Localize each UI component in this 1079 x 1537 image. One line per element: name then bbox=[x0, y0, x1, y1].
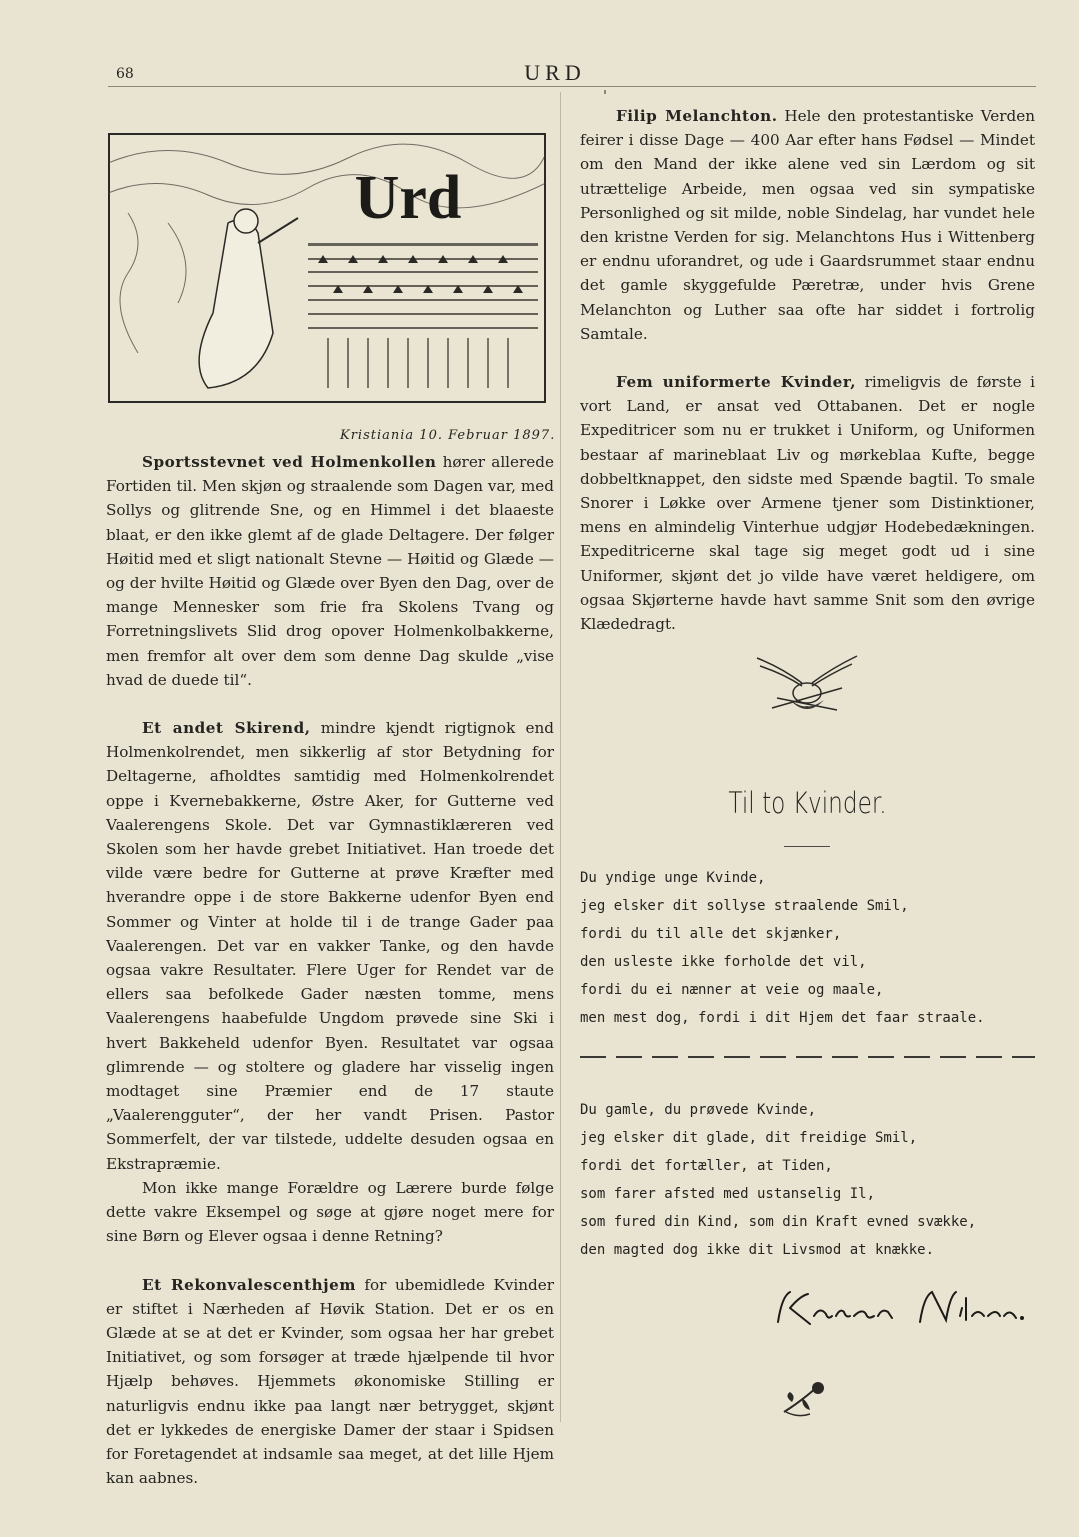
poem-stanza-2 bbox=[580, 1096, 1035, 1264]
article-body: Hele den protestantiske Verden feirer i disse Dage — 400 Aar efter hans Fødsel — Mindet om den Mand der ikke alene ved sin Lærdom og sit utrættelige Arbeide, men ogsaa ved sin sympatiske Personlighed og sit milde, noble Sindelag, har vundet hele den kristne Verden for sig. Melanchtons Hus i Wittenberg er endnu uforandret, og ude i Gaardsrummet staar endnu det gamle skyggefulde Pæretræ, under hvis Grene Melanchton og Luther saa ofte har siddet i fortrolig Samtale. bbox=[580, 107, 1035, 343]
signature bbox=[770, 1286, 1030, 1336]
illustration-caption: Kristiania 10. Februar 1897. bbox=[340, 428, 556, 443]
page-number: 68 bbox=[116, 66, 134, 82]
poem-line: fordi du ei nænner at veie og maale, bbox=[580, 982, 884, 998]
poem-line: Du yndige unge Kvinde, bbox=[580, 870, 766, 886]
poem-line: men mest dog, fordi i dit Hjem det faar straale. bbox=[580, 1010, 985, 1026]
article-rekonvalescenthjem bbox=[106, 1273, 554, 1491]
header-rule bbox=[108, 86, 1036, 87]
ornament-vignette bbox=[752, 648, 862, 720]
article-lead: Filip Melanchton. bbox=[616, 107, 778, 125]
article-uniformerte-kvinder bbox=[580, 370, 1035, 636]
article-body: mindre kjendt rigtignok end Holmenkolrendet, men sikkerlig af stor Betydning for Deltagerne, afholdtes samtidig med Holmenkolrendet oppe i Kvernebakkerne, Østre Aker, for Gutterne ved Vaalerengens Skole. Det var Gymnastiklæreren ved Skolen som her havde grebet Initiativet. Han troede det vilde være bedre for Gutterne at prøve Kræfter med hverandre oppe i de store Bakkerne udenfor Byen end Sommer og Vinter at holde til i de trange Gader paa Vaalerengen. Det var en vakker Tanke, og den havde ogsaa vakre Resultater. Flere Uger for Rendet var de ellers saa befolkede Gader næsten tomme, mens Vaalerengens haabefulde Ungdom prøvede sine Ski i hvert Bakkeheld udenfor Byen. Resultatet var ogsaa glimrende — og stoltere og gladere har visselig ingen modtaget sine Præmier end de 17 staute „Vaalerengguter“, der her vandt Prisen. Pastor Sommerfelt, der var tilstede, uddelte desuden ogsaa en Ekstrapræmie. bbox=[106, 719, 554, 1173]
left-column bbox=[106, 450, 554, 1514]
rose-ornament bbox=[780, 1378, 834, 1418]
poem-stanza-1 bbox=[580, 864, 1035, 1032]
article-body: hører allerede Fortiden til. Men skjøn og straalende som Dagen var, med Sollys og glitrende Sne, og en Himmel i det blaaeste blaat, er den ikke glemt af de glade Deltagere. Der følger Høitid med et sligt nationalt Stevne — Høitid og Glæde — og der hvilte Høitid og Glæde over Byen den Dag, over de mange Mennesker som frie fra Skolens Tvang og Forretningslivets Slid drog opover Holmenkolbakkerne, men fremfor alt over dem som denne Dag skulde „vise hvad de duede til“. bbox=[106, 453, 554, 689]
stanza-divider bbox=[580, 1056, 1035, 1058]
margin-mark bbox=[604, 90, 606, 94]
article-body: rimeligvis de første i vort Land, er ansat ved Ottabanen. Det er nogle Expeditricer som nu er trukket i Uniform, og Uniformen bestaar af marineblaat Liv og mørkeblaa Kufte, begge dobbeltknappet, den sidste med Spænde bagtil. To smale Snorer i Løkke over Armene tjener som Distinktioner, mens en almindelig Vinterhue udgjør Hodebedækningen. Expeditricerne skal tage sig meget godt ud i sine Uniformer, skjønt det jo vilde have været heldigere, om ogsaa Skjørterne havde havt samme Snit som den øvrige Klædedragt. bbox=[580, 373, 1035, 634]
poem-line: som farer afsted med ustanselig Il, bbox=[580, 1186, 876, 1202]
article-skirend bbox=[106, 716, 554, 1176]
poem-line: den magted dog ikke dit Livsmod at knække. bbox=[580, 1242, 935, 1258]
poem-line: fordi du til alle det skjænker, bbox=[580, 926, 842, 942]
article-melanchton bbox=[580, 104, 1035, 346]
poem-line: den usleste ikke forholde det vil, bbox=[580, 954, 867, 970]
article-lead: Et andet Skirend, bbox=[142, 719, 311, 738]
poem-title-rule bbox=[784, 846, 830, 847]
article-lead: Sportsstevnet ved Holmenkollen bbox=[142, 453, 437, 471]
illustration-title: Urd bbox=[354, 164, 462, 232]
masthead-illustration bbox=[108, 133, 546, 403]
right-column bbox=[580, 104, 1035, 660]
article-skirend-continued: Mon ikke mange Forældre og Lærere burde følge dette vakre Eksempel og søge at gjøre noget mere for sine Børn og Elever ogsaa i denne Retning? bbox=[106, 1178, 554, 1246]
poem-line: jeg elsker dit sollyse straalende Smil, bbox=[580, 898, 909, 914]
poem-line: som fured din Kind, som din Kraft evned svække, bbox=[580, 1214, 977, 1230]
article-lead: Fem uniformerte Kvinder, bbox=[616, 373, 857, 392]
article-sportsstevnet bbox=[106, 450, 554, 692]
article-lead: Et Rekonvalescenthjem bbox=[142, 1275, 356, 1294]
column-divider bbox=[560, 92, 561, 1422]
masthead: URD bbox=[524, 60, 586, 85]
poem-line: jeg elsker dit glade, dit freidige Smil, bbox=[580, 1130, 918, 1146]
article-body: for ubemidlede Kvinder er stiftet i Nærheden af Høvik Station. Det er os en Glæde at se at det er Kvinder, som ogsaa her har grebet Initiativet, og som forsøger at træde hjælpende til hvor Hjælp behøves. Hjemmets økonomiske Stilling er naturligvis endnu ikke paa langt nær betrygget, skjønt det er lykkedes de energiske Damer der staar i Spidsen for Foretagendet at indsamle saa meget, at det lille Hjem kan aabnes. bbox=[106, 1275, 554, 1488]
poem-title: Til to Kvinder. bbox=[728, 786, 887, 820]
poem-line: Du gamle, du prøvede Kvinde, bbox=[580, 1102, 817, 1118]
poem-line: fordi det fortæller, at Tiden, bbox=[580, 1158, 833, 1174]
